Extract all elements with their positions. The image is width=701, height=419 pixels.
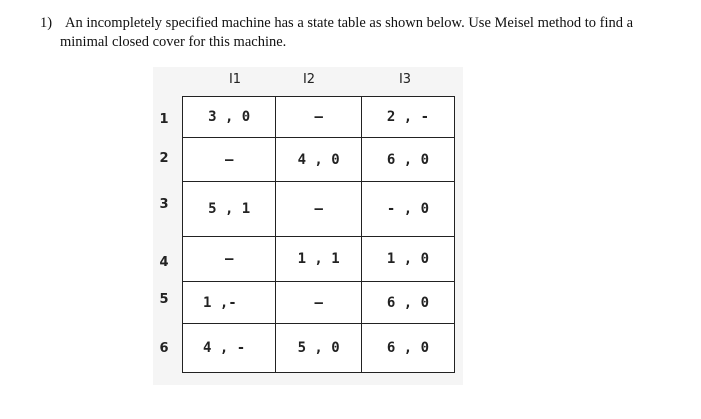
table-cell: 5 , 1: [183, 182, 276, 237]
column-header-i3: I3: [398, 72, 412, 87]
table-cell: —: [276, 97, 362, 138]
table-cell: 6 , 0: [361, 324, 454, 373]
row-label-state-6: 6: [159, 341, 169, 356]
state-table-panel: [153, 67, 463, 385]
table-row: [183, 138, 455, 182]
table-cell: 2 , -: [361, 97, 454, 138]
question-number: 1): [40, 15, 53, 31]
table-cell: - , 0: [361, 182, 454, 237]
table-cell: —: [276, 182, 362, 237]
row-label-state-3: 3: [159, 197, 169, 212]
table-cell: —: [276, 282, 362, 324]
table-row: [183, 97, 455, 138]
column-header-i2: I2: [302, 72, 316, 87]
question-line-2: minimal closed cover for this machine.: [60, 34, 287, 50]
table-cell: 4 , 0: [276, 138, 362, 182]
table-cell: 1 , 1: [276, 237, 362, 282]
table-row: [183, 324, 455, 373]
table-row: [183, 282, 455, 324]
table-cell: 5 , 0: [276, 324, 362, 373]
row-label-state-2: 2: [159, 151, 169, 166]
state-table: [182, 96, 455, 373]
table-cell: 1 ,-: [183, 282, 276, 324]
table-row: [183, 182, 455, 237]
table-cell: 6 , 0: [361, 138, 454, 182]
table-cell: 6 , 0: [361, 282, 454, 324]
table-cell: —: [183, 237, 276, 282]
table-cell: 4 , -: [183, 324, 276, 373]
row-label-state-5: 5: [159, 292, 169, 307]
row-label-state-1: 1: [159, 112, 169, 127]
table-cell: —: [183, 138, 276, 182]
row-label-state-4: 4: [159, 255, 169, 270]
question-line-1: An incompletely specified machine has a state table as shown below. Use Meisel method to find a: [65, 15, 634, 31]
table-row: [183, 237, 455, 282]
column-header-i1: I1: [228, 72, 242, 87]
table-cell: 1 , 0: [361, 237, 454, 282]
table-cell: 3 , 0: [183, 97, 276, 138]
